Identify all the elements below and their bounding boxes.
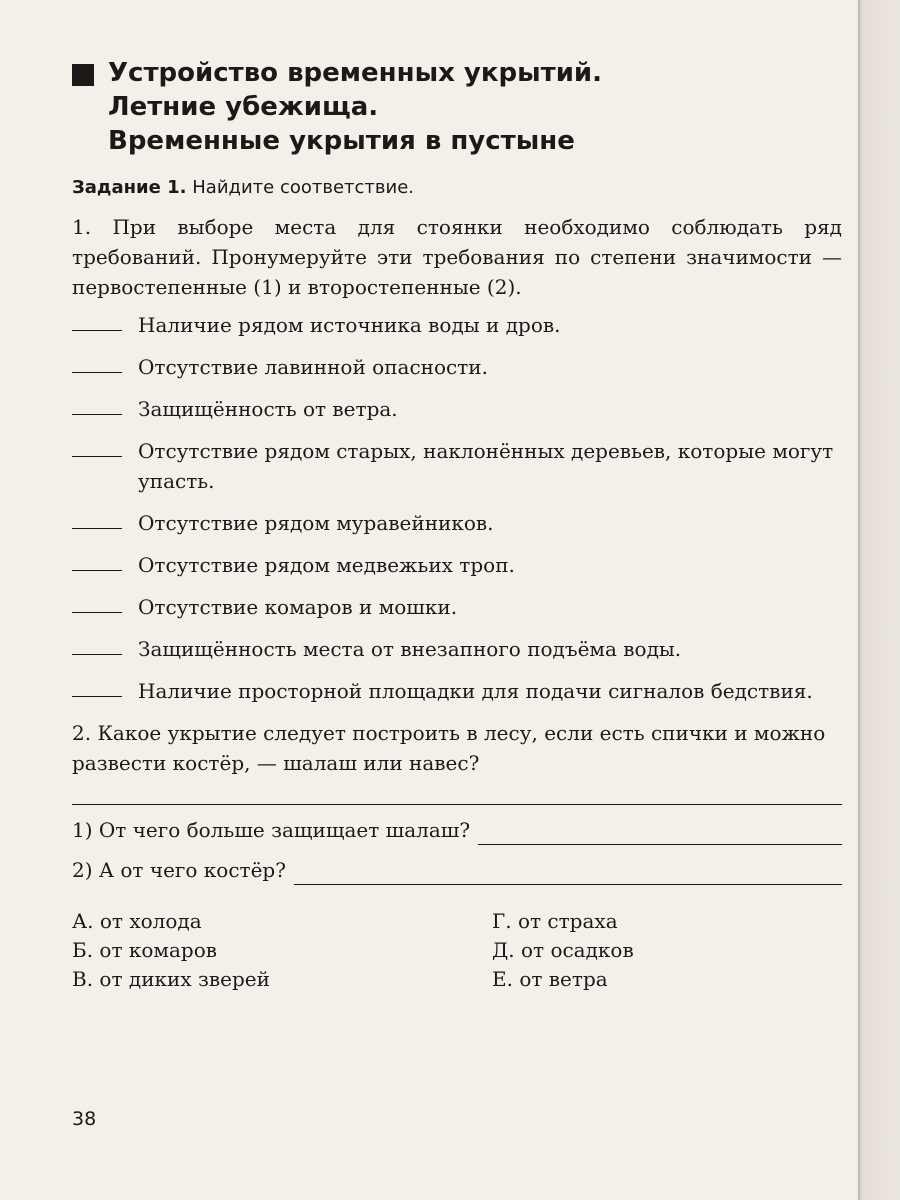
requirement-text: Наличие рядом источника воды и дров. — [138, 313, 561, 337]
sub-answer-line-2[interactable] — [294, 862, 842, 885]
option-d: Д. от осадков — [492, 938, 634, 962]
title-line-2: Летние убежища. — [108, 92, 379, 122]
page-content — [72, 56, 842, 994]
list-item — [72, 394, 842, 424]
sub-answer-line-1[interactable] — [478, 822, 842, 845]
requirement-text: Отсутствие комаров и мошки. — [138, 595, 458, 619]
option-b: Б. от комаров — [72, 938, 217, 962]
title-line-1: Устройство временных укрытий. — [108, 58, 603, 88]
requirement-text: Защищённость от ветра. — [138, 397, 398, 421]
option-e: Е. от ветра — [492, 967, 608, 991]
requirement-text: Наличие просторной площадки для подачи сигналов бедствия. — [138, 679, 813, 703]
option-g: Г. от страха — [492, 909, 618, 933]
list-item — [72, 592, 842, 622]
answer-options — [72, 907, 842, 994]
list-item — [72, 676, 842, 706]
list-item — [72, 436, 842, 496]
answer-blank[interactable] — [72, 634, 122, 655]
list-item — [72, 634, 842, 664]
list-item — [72, 352, 842, 382]
answer-blank[interactable] — [72, 508, 122, 529]
sub-question-2 — [72, 855, 842, 885]
question-2: 2. Какое укрытие следует построить в лесу, если есть спички и можно развести костёр, — шалаш или навес? — [72, 721, 826, 775]
list-item — [72, 310, 842, 340]
answer-line[interactable] — [72, 778, 842, 805]
requirement-text: Отсутствие рядом старых, наклонённых деревьев, которые могут упасть. — [138, 439, 834, 493]
option-v: В. от диких зверей — [72, 967, 270, 991]
list-item — [72, 550, 842, 580]
requirement-text: Отсутствие рядом муравейников. — [138, 511, 494, 535]
section-title — [72, 56, 842, 158]
list-item — [72, 508, 842, 538]
requirement-text: Отсутствие рядом медвежьих троп. — [138, 553, 515, 577]
answer-blank[interactable] — [72, 310, 122, 331]
sub-question-2-text: 2) А от чего костёр? — [72, 858, 286, 882]
answer-blank[interactable] — [72, 550, 122, 571]
answer-blank[interactable] — [72, 352, 122, 373]
task-text: Найдите соответствие. — [192, 177, 414, 198]
square-bullet-icon — [72, 64, 94, 86]
sub-question-1 — [72, 815, 842, 845]
requirement-text: Защищённость места от внезапного подъёма воды. — [138, 637, 682, 661]
requirements-list — [72, 310, 842, 706]
task-label: Задание 1. — [72, 177, 187, 198]
page-edge — [858, 0, 900, 1200]
answer-blank[interactable] — [72, 394, 122, 415]
page-number: 38 — [72, 1108, 97, 1130]
answer-blank[interactable] — [72, 592, 122, 613]
answer-blank[interactable] — [72, 676, 122, 697]
question-1: 1. При выборе места для стоянки необходимо соблюдать ряд требований. Пронумеруйте эти требования по степени значимости — первостепенные (1) и второстепенные (2). — [72, 215, 842, 299]
answer-blank[interactable] — [72, 436, 122, 457]
sub-question-1-text: 1) От чего больше защищает шалаш? — [72, 818, 471, 842]
title-line-3: Временные укрытия в пустыне — [108, 126, 575, 156]
task-heading — [72, 176, 842, 200]
option-a: А. от холода — [72, 909, 202, 933]
requirement-text: Отсутствие лавинной опасности. — [138, 355, 488, 379]
